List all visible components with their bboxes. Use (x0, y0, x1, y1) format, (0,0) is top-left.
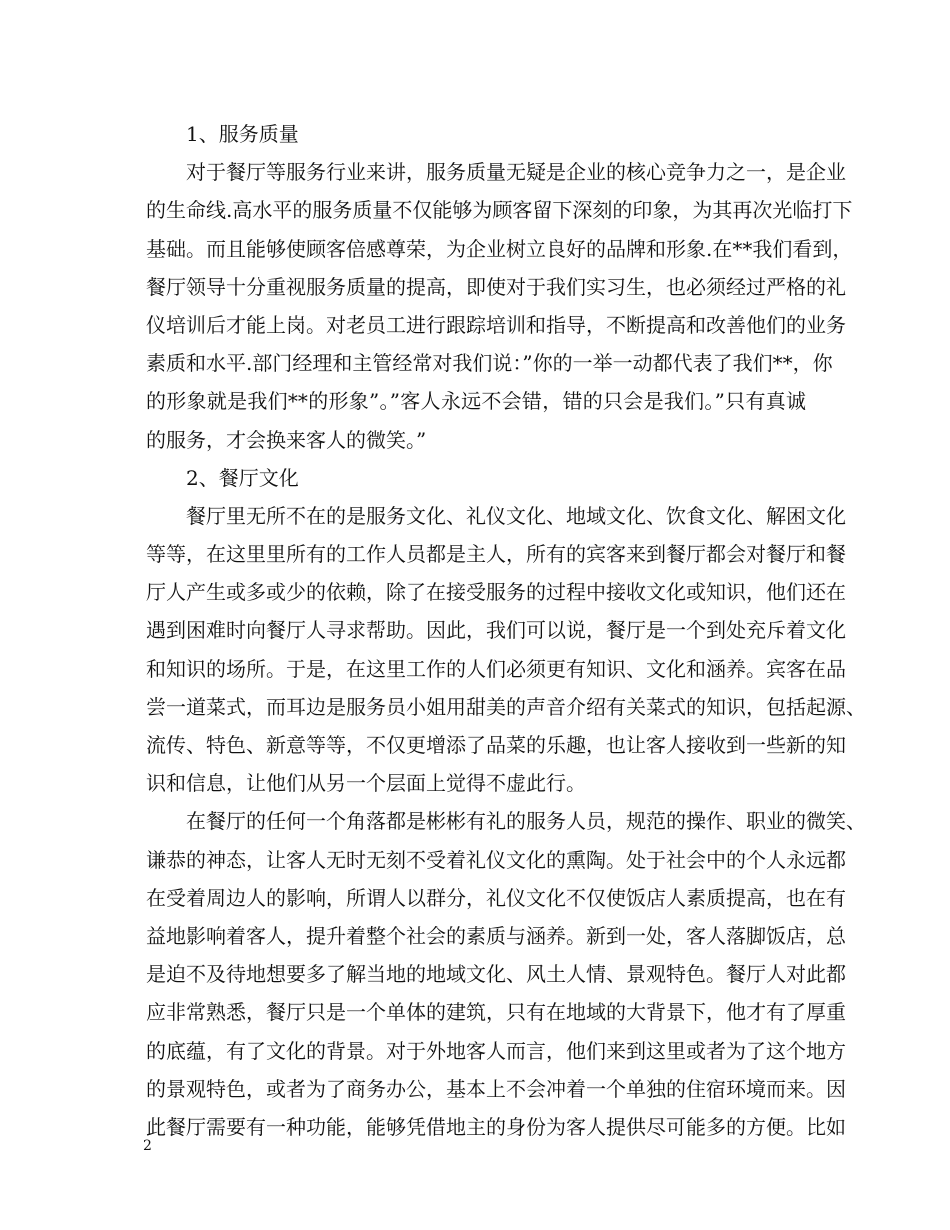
text-line: 餐厅里无所不在的是服务文化、礼仪文化、地域文化、饮食文化、解困文化 (186, 503, 846, 528)
text-line: 仪培训后才能上岗。对老员工进行跟踪培训和指导，不断提高和改善他们的业务 (146, 312, 846, 337)
text-line: 和知识的场所。于是，在这里工作的人们必须更有知识、文化和涵养。宾客在品 (146, 656, 846, 681)
paragraph (146, 802, 866, 1146)
text-line: 遇到困难时向餐厅人寻求帮助。因此，我们可以说，餐厅是一个到处充斥着文化 (146, 618, 846, 643)
text-line: 餐厅领导十分重视服务质量的提高，即使对于我们实习生，也必须经过严格的礼 (146, 274, 846, 299)
paragraph (146, 497, 866, 803)
text-line: 谦恭的神态，让客人无时无刻不受着礼仪文化的熏陶。处于社会中的个人永远都 (146, 847, 846, 872)
text-line: 对于餐厅等服务行业来讲，服务质量无疑是企业的核心竞争力之一，是企业 (186, 160, 846, 185)
text-line: 的形象就是我们**的形象”。”客人永远不会错，错的只会是我们。”只有真诚 (146, 389, 806, 414)
text-line: 是迫不及待地想要多了解当地的地域文化、风土人情、景观特色。餐厅人对此都 (146, 962, 846, 987)
text-line: 的生命线.高水平的服务质量不仅能够为顾客留下深刻的印象，为其再次光临打下 (146, 198, 853, 223)
text-line: 此餐厅需要有一种功能，能够凭借地主的身份为客人提供尽可能多的方便。比如 (146, 1114, 846, 1139)
text-line: 的服务，才会换来客人的微笑。” (146, 427, 427, 452)
document-body (146, 115, 866, 1146)
text-line: 应非常熟悉，餐厅只是一个单体的建筑，只有在地域的大背景下，他才有了厚重 (146, 1000, 846, 1025)
text-line: 等等，在这里里所有的工作人员都是主人，所有的宾客来到餐厅都会对餐厅和餐 (146, 542, 846, 567)
text-line: 识和信息，让他们从另一个层面上觉得不虚此行。 (146, 771, 586, 796)
section-heading: 2、餐厅文化 (186, 465, 299, 490)
text-line: 流传、特色、新意等等，不仅更增添了品菜的乐趣，也让客人接收到一些新的知 (146, 733, 846, 757)
paragraph (146, 153, 853, 459)
text-line: 基础。而且能够使顾客倍感尊荣，为企业树立良好的品牌和形象.在**我们看到， (146, 236, 853, 261)
text-line: 在餐厅的任何一个角落都是彬彬有礼的服务人员，规范的操作、职业的微笑、 (186, 809, 866, 834)
text-line: 尝一道菜式，而耳边是服务员小姐用甜美的声音介绍有关菜式的知识，包括起源、 (146, 694, 866, 719)
section-heading: 1、服务质量 (186, 122, 299, 146)
text-line: 的底蕴，有了文化的背景。对于外地客人而言，他们来到这里或者为了这个地方 (146, 1038, 846, 1063)
text-line: 益地影响着客人，提升着整个社会的素质与涵养。新到一处，客人落脚饭店，总 (146, 923, 846, 948)
text-line: 素质和水平.部门经理和主管经常对我们说：”你的一举一动都代表了我们**，你 (146, 351, 833, 376)
text-line: 厅人产生或多或少的依赖，除了在接受服务的过程中接收文化或知识，他们还在 (146, 580, 846, 605)
text-line: 在受着周边人的影响，所谓人以群分，礼仪文化不仅使饭店人素质提高，也在有 (146, 885, 846, 910)
text-line: 的景观特色，或者为了商务办公，基本上不会冲着一个单独的住宿环境而来。因 (146, 1076, 846, 1101)
page-number: 2 (143, 1138, 152, 1154)
